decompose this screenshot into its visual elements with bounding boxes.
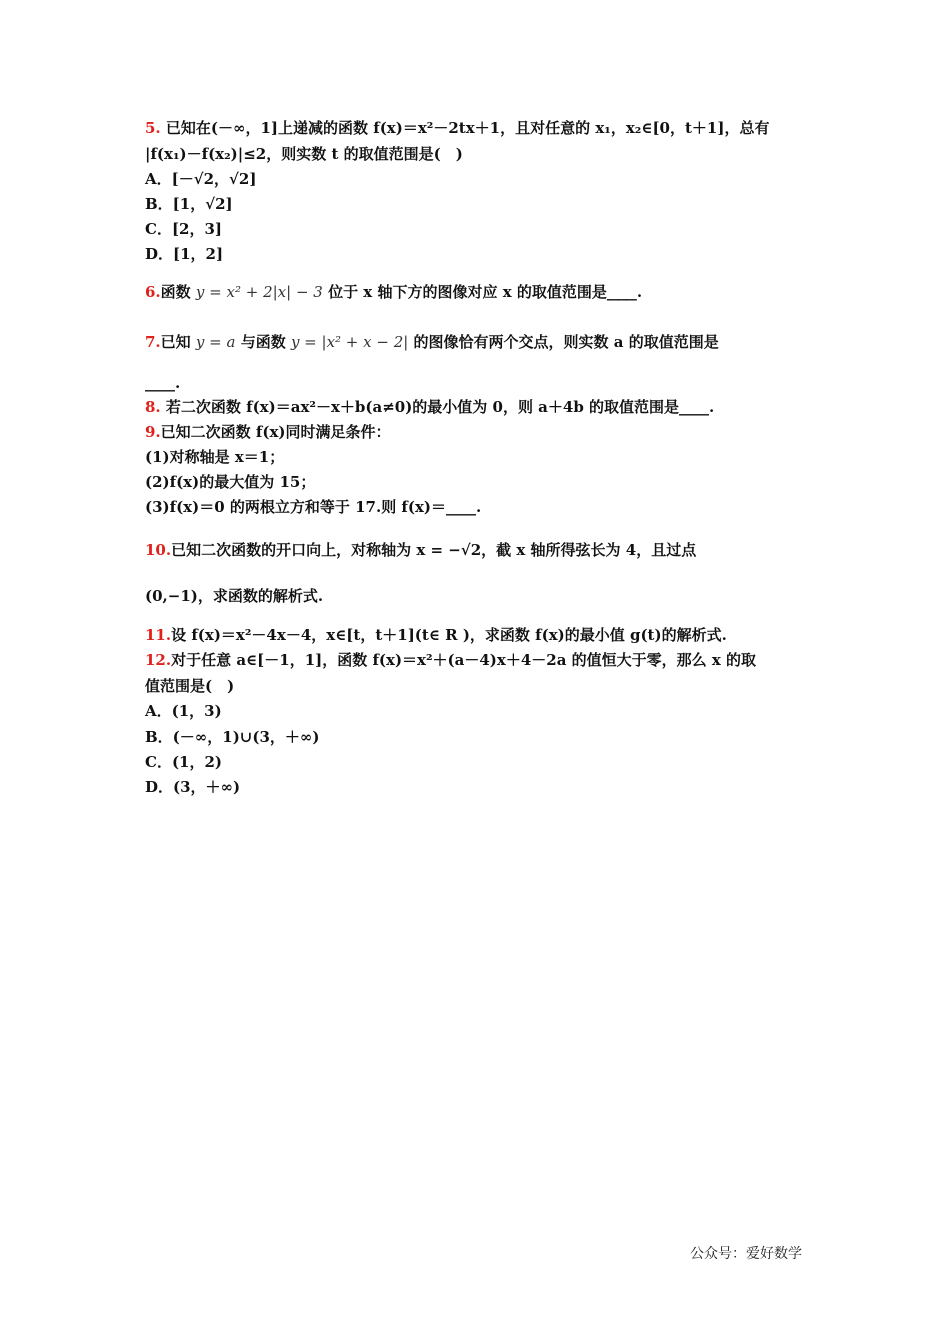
problem-6 xyxy=(145,281,815,303)
option-a: A．[－√2，√2] xyxy=(145,170,257,188)
problem-5-line2: |f(x₁)－f(x₂)|≤2，则实数 t 的取值范围是( ) xyxy=(145,145,463,163)
problem-text: 的图像恰有两个交点，则实数 a 的取值范围是 xyxy=(413,333,719,351)
formula: y = x² + 2|x| − 3 xyxy=(195,283,323,301)
problem-12-line1 xyxy=(145,649,815,671)
option-a: A．(1，3) xyxy=(145,702,222,720)
problem-number: 11. xyxy=(145,626,172,644)
problem-8 xyxy=(145,396,815,418)
problem-text: 已知二次函数 f(x)同时满足条件： xyxy=(160,423,391,441)
problem-text: 若二次函数 f(x)＝ax²－x＋b(a≠0)的最小值为 0，则 a＋4b 的取值范围是____. xyxy=(165,398,715,416)
problem-text: 设 f(x)＝x²－4x－4，x∈[t，t＋1](t∈ R )，求函数 f(x)的最小值 g(t)的解析式. xyxy=(171,626,727,644)
problem-text: 已知二次函数的开口向上，对称轴为 x = −√2，截 x 轴所得弦长为 4，且过点 xyxy=(171,541,697,559)
condition-1: (1)对称轴是 x＝1； xyxy=(145,448,285,466)
option-c: C．[2，3] xyxy=(145,220,223,238)
problem-text: 函数 xyxy=(160,283,191,301)
problem-7-line2: ____. xyxy=(145,374,181,392)
problem-number: 10. xyxy=(145,541,172,559)
problem-text: 已知 xyxy=(160,333,191,351)
problem-text: 位于 x 轴下方的图像对应 x 的取值范围是____. xyxy=(328,283,643,301)
problem-number: 6. xyxy=(145,283,161,301)
problem-text: 已知在(－∞，1]上递减的函数 f(x)＝x²－2tx＋1，且对任意的 x₁，x₂∈[0，t＋1]，总有 xyxy=(165,119,770,137)
formula: y = |x² + x − 2| xyxy=(290,333,409,351)
problem-number: 8. xyxy=(145,398,161,416)
problem-number: 12. xyxy=(145,651,172,669)
problem-number: 5. xyxy=(145,119,161,137)
problem-5-line1 xyxy=(145,117,815,139)
problem-text: 对于任意 a∈[－1，1]，函数 f(x)＝x²＋(a－4)x＋4－2a 的值恒大于零，那么 x 的取 xyxy=(171,651,757,669)
problem-9-line1 xyxy=(145,421,815,443)
problem-12-line2: 值范围是( ) xyxy=(145,677,235,695)
option-d: D．[1，2] xyxy=(145,245,224,263)
problem-number: 9. xyxy=(145,423,161,441)
option-c: C．(1，2) xyxy=(145,753,223,771)
condition-2: (2)f(x)的最大值为 15； xyxy=(145,473,316,491)
condition-3: (3)f(x)＝0 的两根立方和等于 17.则 f(x)＝____. xyxy=(145,498,482,516)
problem-7-line1 xyxy=(145,331,815,353)
option-b: B．[1，√2] xyxy=(145,195,233,213)
formula: y = a xyxy=(195,333,236,351)
problem-10-line1 xyxy=(145,539,815,561)
problem-text: 与函数 xyxy=(240,333,286,351)
problem-10-line2: (0,−1)，求函数的解析式. xyxy=(145,587,324,605)
footer-account: 公众号：爱好数学 xyxy=(690,1246,802,1262)
option-b: B．(－∞，1)∪(3，＋∞) xyxy=(145,728,320,746)
problem-11 xyxy=(145,624,815,646)
option-d: D．(3，＋∞) xyxy=(145,778,241,796)
problem-number: 7. xyxy=(145,333,161,351)
